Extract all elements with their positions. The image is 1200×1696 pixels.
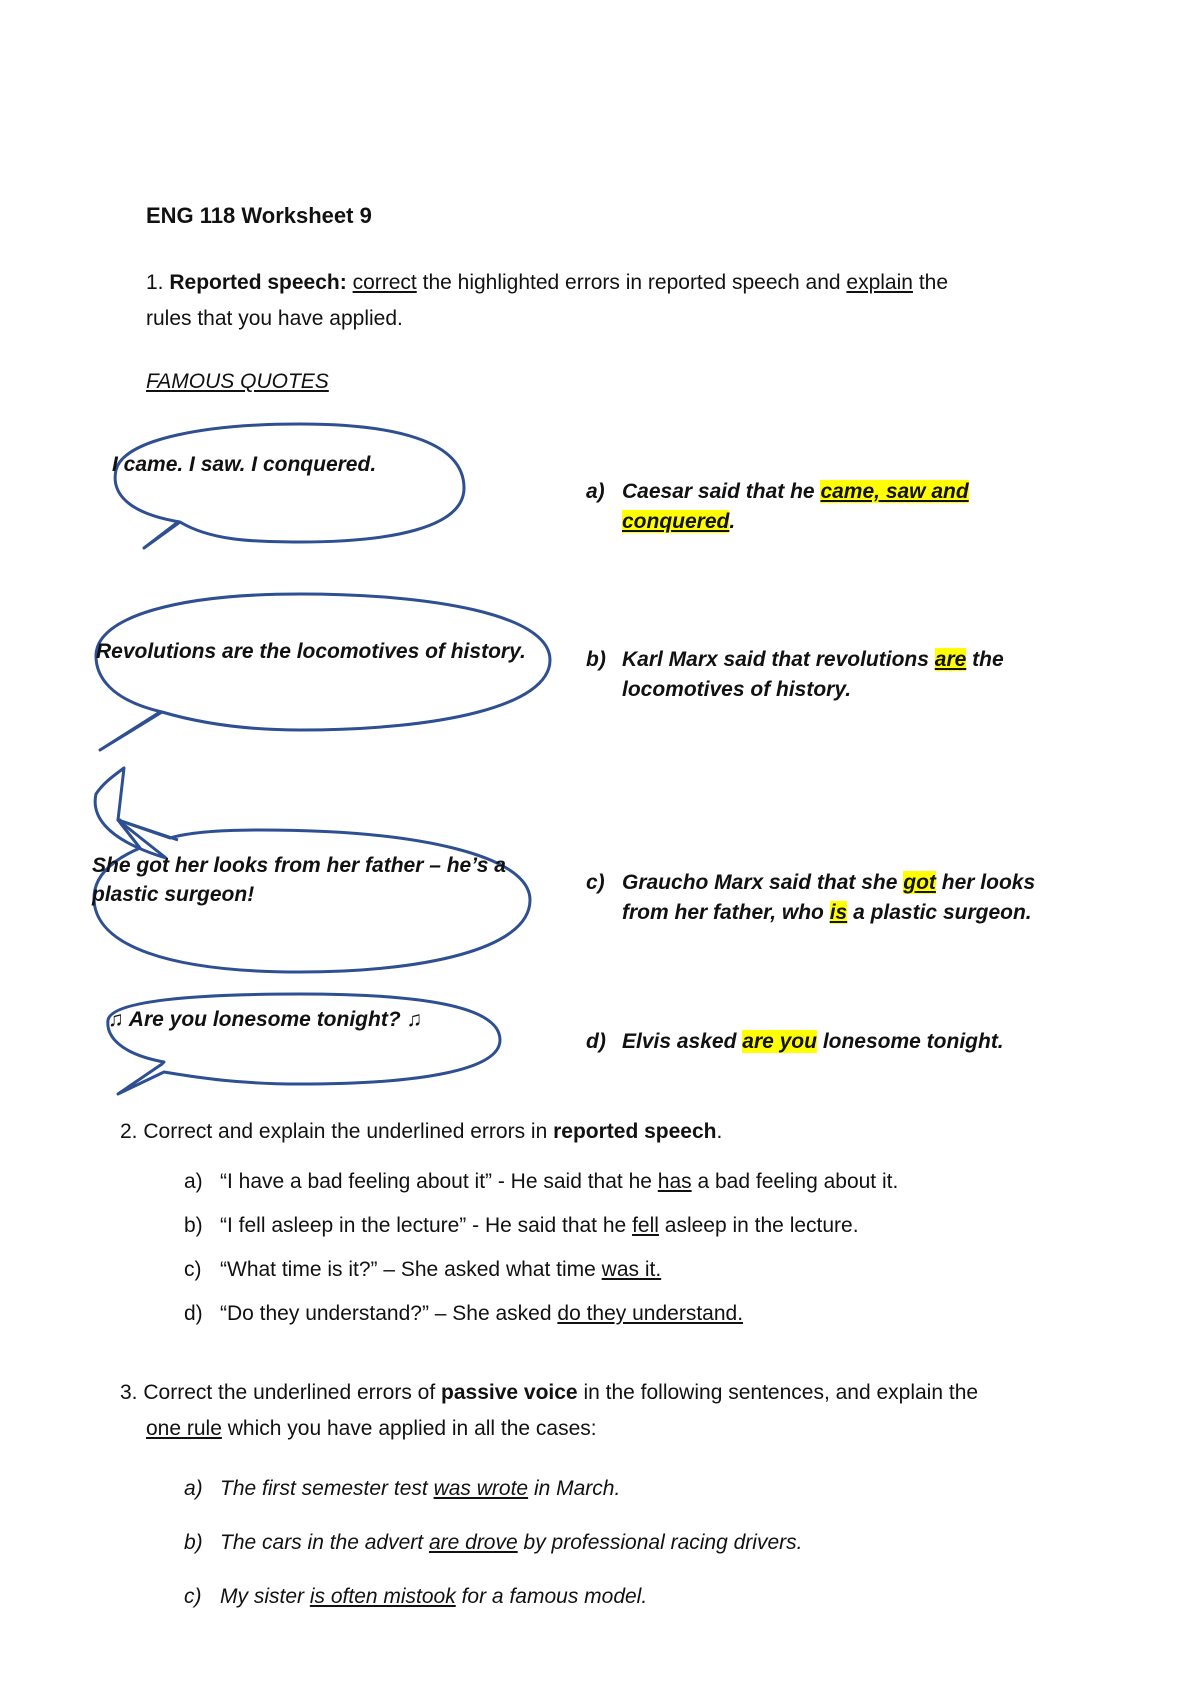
bubble-text-marx: Revolutions are the locomotives of history. bbox=[96, 640, 526, 663]
q3-item-b bbox=[184, 1531, 802, 1555]
q3-item-c-post: for a famous model. bbox=[461, 1585, 648, 1608]
q3-item-c-error: is often mistook bbox=[309, 1585, 456, 1608]
q3-item-a-post: in March. bbox=[533, 1477, 621, 1500]
q2-item-b-error: fell bbox=[632, 1214, 659, 1237]
answer-a-end: . bbox=[729, 510, 736, 533]
answer-a-highlight-2: conquered bbox=[622, 510, 730, 533]
q3-instruction bbox=[120, 1381, 978, 1405]
answer-b-post: the bbox=[972, 648, 1004, 671]
answer-b bbox=[586, 645, 1004, 705]
q3-item-a-text: The first semester test bbox=[220, 1477, 428, 1500]
answer-c-label: c) bbox=[586, 871, 605, 894]
speech-bubble-1 bbox=[115, 424, 464, 548]
q1-end: the bbox=[918, 271, 949, 294]
q2-item-c-error: was it. bbox=[601, 1258, 662, 1281]
q2-item-d-error: do they understand. bbox=[557, 1302, 744, 1325]
worksheet-title: ENG 118 Worksheet 9 bbox=[146, 203, 372, 228]
answer-b-label: b) bbox=[586, 648, 606, 671]
answer-d bbox=[586, 1027, 1004, 1057]
answer-c-post2: a plastic surgeon. bbox=[853, 901, 1032, 924]
answer-c-text: Graucho Marx said that she bbox=[622, 871, 898, 894]
answer-a-text: Caesar said that he bbox=[622, 480, 815, 503]
bubble-text-graucho-line2: plastic surgeon! bbox=[92, 883, 255, 906]
q2-item-b-label: b) bbox=[184, 1214, 203, 1237]
answer-c bbox=[586, 868, 1035, 928]
answer-c-highlight-got: got bbox=[903, 871, 936, 894]
q2-item-d bbox=[184, 1302, 743, 1326]
q3-bold: passive voice bbox=[441, 1381, 578, 1404]
answer-b-text: Karl Marx said that revolutions bbox=[622, 648, 929, 671]
q2-end: . bbox=[716, 1120, 723, 1143]
speech-bubble-3 bbox=[95, 768, 166, 858]
q2-number: 2. bbox=[120, 1120, 138, 1143]
q3-line2: which you have applied in all the cases: bbox=[227, 1417, 597, 1440]
answer-d-text: Elvis asked bbox=[622, 1030, 737, 1053]
q3-intro: Correct the underlined errors of bbox=[143, 1381, 436, 1404]
q3-instruction-line2 bbox=[146, 1417, 597, 1441]
q2-item-d-label: d) bbox=[184, 1302, 203, 1325]
answer-c-line2: from her father, who bbox=[622, 901, 824, 924]
famous-quotes-heading: FAMOUS QUOTES bbox=[146, 370, 329, 393]
answer-d-highlight: are you bbox=[742, 1030, 817, 1053]
q3-item-c-text: My sister bbox=[220, 1585, 304, 1608]
q3-mid: in the following sentences, and explain the bbox=[583, 1381, 979, 1404]
answer-d-label: d) bbox=[586, 1030, 606, 1053]
bubble-text-elvis: ♫ Are you lonesome tonight? ♫ bbox=[108, 1008, 423, 1031]
q2-item-c-label: c) bbox=[184, 1258, 202, 1281]
bubble-text-graucho-line1: She got her looks from her father – he’s a bbox=[92, 854, 506, 877]
q2-item-b bbox=[184, 1214, 859, 1238]
answer-a bbox=[586, 477, 969, 537]
answer-d-post: lonesome tonight. bbox=[822, 1030, 1004, 1053]
speech-bubble-2 bbox=[96, 594, 550, 750]
answer-c-post1: her looks bbox=[941, 871, 1036, 894]
answer-c-highlight-is: is bbox=[829, 901, 848, 924]
q1-explain: explain bbox=[846, 271, 913, 294]
bubble-text-caesar: I came. I saw. I conquered. bbox=[112, 453, 377, 476]
q3-item-b-error: are drove bbox=[428, 1531, 518, 1554]
answer-b-highlight: are bbox=[934, 648, 967, 671]
q3-item-a-error: was wrote bbox=[433, 1477, 529, 1500]
q2-item-d-text: “Do they understand?” – She asked bbox=[220, 1302, 552, 1325]
q1-correct: correct bbox=[352, 271, 417, 294]
q1-instruction-line2: rules that you have applied. bbox=[146, 307, 403, 330]
q2-item-a-label: a) bbox=[184, 1170, 203, 1193]
q3-item-b-post: by professional racing drivers. bbox=[523, 1531, 803, 1554]
answer-a-label: a) bbox=[586, 480, 605, 503]
q3-one-rule: one rule bbox=[146, 1417, 222, 1440]
q2-item-a-text: “I have a bad feeling about it” - He said that he bbox=[220, 1170, 652, 1193]
q2-item-b-post: asleep in the lecture. bbox=[664, 1214, 859, 1237]
q2-instruction bbox=[120, 1120, 722, 1144]
q2-intro: Correct and explain the underlined errors in bbox=[143, 1120, 548, 1143]
q2-item-c-text: “What time is it?” – She asked what time bbox=[220, 1258, 596, 1281]
q1-mid: the highlighted errors in reported speech and bbox=[422, 271, 841, 294]
q3-item-b-text: The cars in the advert bbox=[220, 1531, 424, 1554]
q1-instruction bbox=[146, 271, 948, 295]
q3-item-c bbox=[184, 1585, 647, 1609]
q2-item-b-text: “I fell asleep in the lecture” - He said that he bbox=[220, 1214, 627, 1237]
q2-bold: reported speech bbox=[553, 1120, 717, 1143]
answer-a-highlight: came, saw and bbox=[820, 480, 969, 503]
q3-item-a bbox=[184, 1477, 620, 1501]
q3-item-c-label: c) bbox=[184, 1585, 202, 1608]
q1-bold-label: Reported speech: bbox=[169, 271, 347, 294]
q3-item-b-label: b) bbox=[184, 1531, 203, 1554]
q2-item-a-post: a bad feeling about it. bbox=[697, 1170, 899, 1193]
q3-item-a-label: a) bbox=[184, 1477, 203, 1500]
answer-b-line2: locomotives of history. bbox=[622, 678, 852, 701]
q2-item-c bbox=[184, 1258, 661, 1282]
q2-item-a-error: has bbox=[657, 1170, 692, 1193]
q3-number: 3. bbox=[120, 1381, 138, 1404]
q1-number: 1. bbox=[146, 271, 164, 294]
q2-item-a bbox=[184, 1170, 898, 1194]
